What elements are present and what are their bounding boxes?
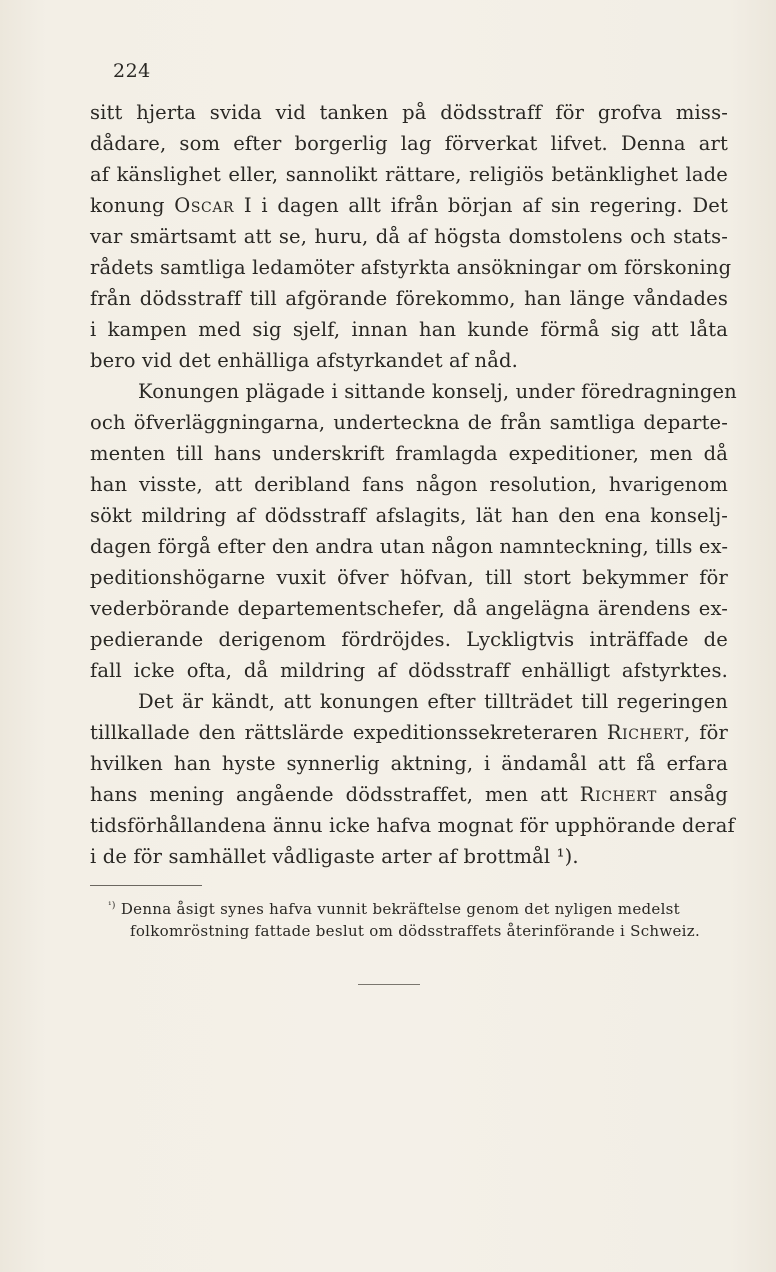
text-line: sökt mildring af dödsstraff afslagits, lät han den ena konselj-: [90, 504, 728, 527]
person-name: Oscar: [174, 194, 235, 217]
footnote: [108, 898, 730, 942]
text-line: hvilken han hyste synnerlig aktning, i ändamål att få erfara: [90, 752, 728, 775]
text-line: han visste, att deribland fans någon resolution, hvarigenom: [90, 473, 728, 496]
text-line: peditionshögarne vuxit öfver höfvan, till stort bekymmer för: [90, 566, 728, 589]
text-line: från dödsstraff till afgörande förekommo, han länge våndades: [90, 287, 728, 310]
text-line: af känslighet eller, sannolikt rättare, religiös betänklighet lade: [90, 163, 728, 186]
text-line: sitt hjerta svida vid tanken på dödsstraff för grofva miss-: [90, 101, 728, 124]
footnote-divider: [90, 885, 202, 886]
footnote-line: folkomröstning fattade beslut om dödsstraffets återinförande i Schweiz.: [130, 922, 701, 940]
text-line: pedierande derigenom fördröjdes. Lyckligtvis inträffade de: [90, 628, 728, 651]
text-line: i de för samhället vådligaste arter af brottmål ¹).: [90, 845, 579, 868]
text-line: fall icke ofta, då mildring af dödsstraff enhälligt afstyrktes.: [90, 659, 728, 682]
person-name: Richert: [579, 783, 657, 806]
text-line: tillkallade den rättslärde expeditionssekreteraren Richert, för: [90, 721, 728, 744]
text-line: menten till hans underskrift framlagda expeditioner, men då: [90, 442, 728, 465]
text-line: i kampen med sig sjelf, innan han kunde förmå sig att låta: [90, 318, 728, 341]
body-text: [90, 97, 737, 872]
end-rule: [358, 984, 420, 985]
text-line: hans mening angående dödsstraffet, men att Richert ansåg: [90, 783, 729, 806]
text-line: och öfverläggningarna, underteckna de från samtliga departe-: [90, 411, 728, 434]
page-number: 224: [113, 60, 151, 82]
text-line: Konungen plägade i sittande konselj, under föredragningen: [138, 380, 737, 403]
text-line: var smärtsamt att se, huru, då af högsta domstolens och stats-: [90, 225, 728, 248]
text-line: dagen förgå efter den andra utan någon namnteckning, tills ex-: [90, 535, 729, 558]
footnote-line: [108, 898, 730, 920]
text-line: konung Oscar I i dagen allt ifrån början af sin regering. Det: [90, 194, 728, 217]
text-line: Det är kändt, att konungen efter tillträdet till regeringen: [138, 690, 728, 713]
footnote-marker: ¹): [108, 901, 116, 911]
person-name: Richert: [606, 721, 684, 744]
footnote-text: Denna åsigt synes hafva vunnit bekräftelse genom det nyligen medelst: [120, 900, 681, 918]
text-line: dådare, som efter borgerlig lag förverkat lifvet. Denna art: [90, 132, 728, 155]
text-line: bero vid det enhälliga afstyrkandet af nåd.: [90, 349, 519, 372]
text-line: tidsförhållandena ännu icke hafva mognat för upphörande deraf: [90, 814, 735, 837]
text-line: rådets samtliga ledamöter afstyrkta ansökningar om förskoning: [90, 256, 732, 279]
text-line: vederbörande departementschefer, då angelägna ärendens ex-: [90, 597, 728, 620]
